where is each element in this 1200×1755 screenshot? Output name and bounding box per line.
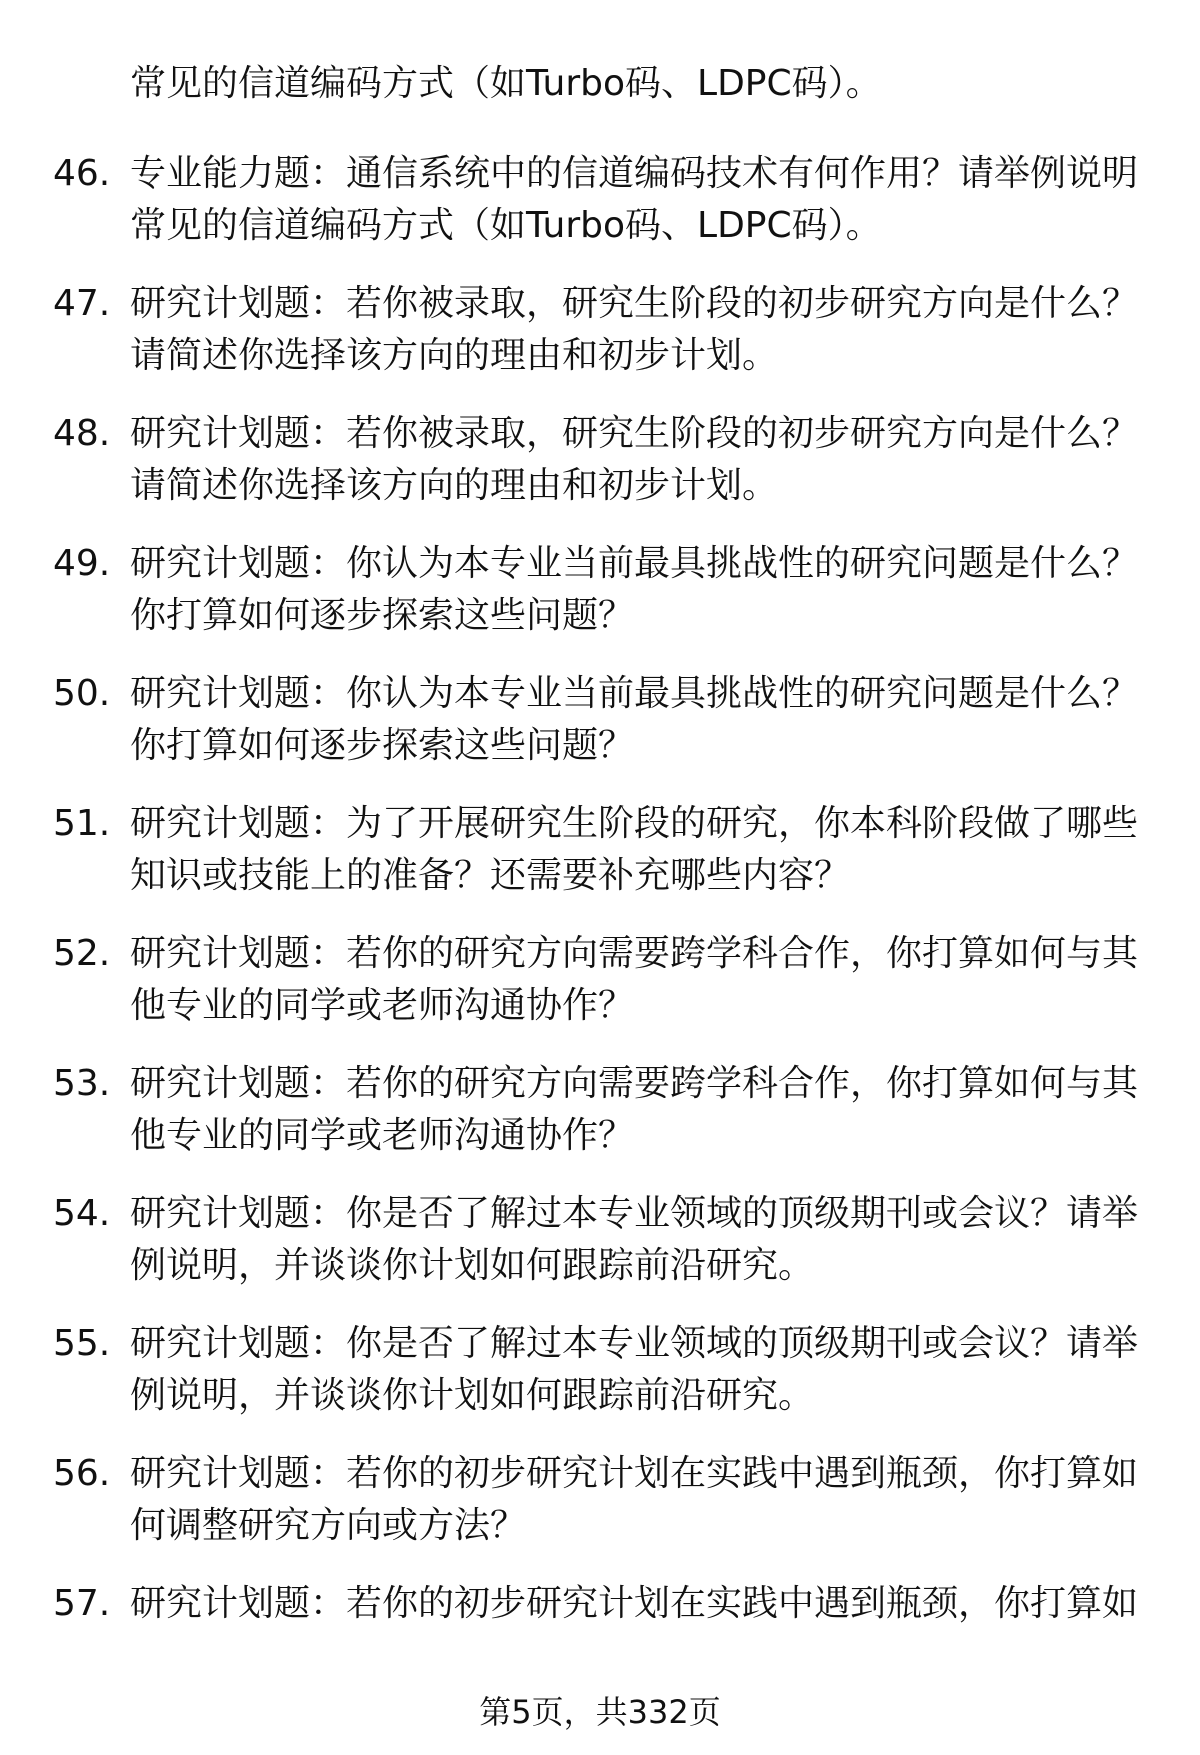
question-number: 56. xyxy=(53,1453,111,1494)
question-number: 46. xyxy=(53,153,111,194)
question-number: 49. xyxy=(53,543,111,584)
question-item xyxy=(0,798,1200,902)
question-line: 例说明，并谈谈你计划如何跟踪前沿研究。 xyxy=(130,1245,815,1286)
question-line: 研究计划题：若你的初步研究计划在实践中遇到瓶颈，你打算如 xyxy=(130,1583,1139,1624)
question-line: 研究计划题：你认为本专业当前最具挑战性的研究问题是什么？ xyxy=(130,543,1139,584)
continued-text: 常见的信道编码方式（如Turbo码、LDPC码）。 xyxy=(130,63,882,104)
question-number: 57. xyxy=(53,1583,111,1624)
page-footer: 第5页，共332页 xyxy=(479,1693,721,1731)
question-number: 51. xyxy=(53,803,111,844)
question-item xyxy=(0,408,1200,512)
question-number: 48. xyxy=(53,413,111,454)
question-line: 你打算如何逐步探索这些问题？ xyxy=(130,595,635,636)
question-item xyxy=(0,148,1200,252)
question-text xyxy=(130,278,1150,382)
question-number: 52. xyxy=(53,933,111,974)
question-item xyxy=(0,1188,1200,1292)
question-number: 53. xyxy=(53,1063,111,1104)
question-line: 研究计划题：你认为本专业当前最具挑战性的研究问题是什么？ xyxy=(130,673,1139,714)
question-text xyxy=(130,668,1150,772)
question-line: 请简述你选择该方向的理由和初步计划。 xyxy=(130,335,779,376)
question-text xyxy=(130,538,1150,642)
question-text xyxy=(130,1318,1150,1422)
question-line: 研究计划题：你是否了解过本专业领域的顶级期刊或会议？请举 xyxy=(130,1193,1139,1234)
question-item xyxy=(0,538,1200,642)
question-number: 47. xyxy=(53,283,111,324)
question-line: 他专业的同学或老师沟通协作？ xyxy=(130,1115,635,1156)
question-line: 研究计划题：若你被录取，研究生阶段的初步研究方向是什么？ xyxy=(130,283,1139,324)
question-text xyxy=(130,408,1150,512)
question-item xyxy=(0,1058,1200,1162)
question-line: 例说明，并谈谈你计划如何跟踪前沿研究。 xyxy=(130,1375,815,1416)
question-text xyxy=(130,1188,1150,1292)
question-item xyxy=(0,1448,1200,1552)
question-text xyxy=(130,148,1150,252)
question-line: 何调整研究方向或方法？ xyxy=(130,1505,527,1546)
question-line: 知识或技能上的准备？还需要补充哪些内容？ xyxy=(130,855,851,896)
question-number: 54. xyxy=(53,1193,111,1234)
question-number: 55. xyxy=(53,1323,111,1364)
question-item xyxy=(0,928,1200,1032)
question-text xyxy=(130,928,1150,1032)
question-item xyxy=(0,668,1200,772)
question-line: 常见的信道编码方式（如Turbo码、LDPC码）。 xyxy=(130,205,882,246)
question-line: 你打算如何逐步探索这些问题？ xyxy=(130,725,635,766)
question-line: 专业能力题：通信系统中的信道编码技术有何作用？请举例说明 xyxy=(130,153,1139,194)
question-text xyxy=(130,1578,1150,1630)
question-text xyxy=(130,798,1150,902)
question-item xyxy=(0,1578,1200,1682)
question-text xyxy=(130,1058,1150,1162)
question-item xyxy=(0,1318,1200,1422)
question-list xyxy=(0,148,1200,1708)
question-item xyxy=(0,278,1200,382)
question-line: 研究计划题：若你的研究方向需要跨学科合作，你打算如何与其 xyxy=(130,1063,1139,1104)
question-line: 研究计划题：若你的初步研究计划在实践中遇到瓶颈，你打算如 xyxy=(130,1453,1139,1494)
question-number: 50. xyxy=(53,673,111,714)
question-line: 他专业的同学或老师沟通协作？ xyxy=(130,985,635,1026)
question-text xyxy=(130,1448,1150,1552)
question-line: 请简述你选择该方向的理由和初步计划。 xyxy=(130,465,779,506)
question-line: 研究计划题：为了开展研究生阶段的研究，你本科阶段做了哪些 xyxy=(130,803,1139,844)
question-line: 研究计划题：若你的研究方向需要跨学科合作，你打算如何与其 xyxy=(130,933,1139,974)
question-line: 研究计划题：你是否了解过本专业领域的顶级期刊或会议？请举 xyxy=(130,1323,1139,1364)
question-line: 研究计划题：若你被录取，研究生阶段的初步研究方向是什么？ xyxy=(130,413,1139,454)
